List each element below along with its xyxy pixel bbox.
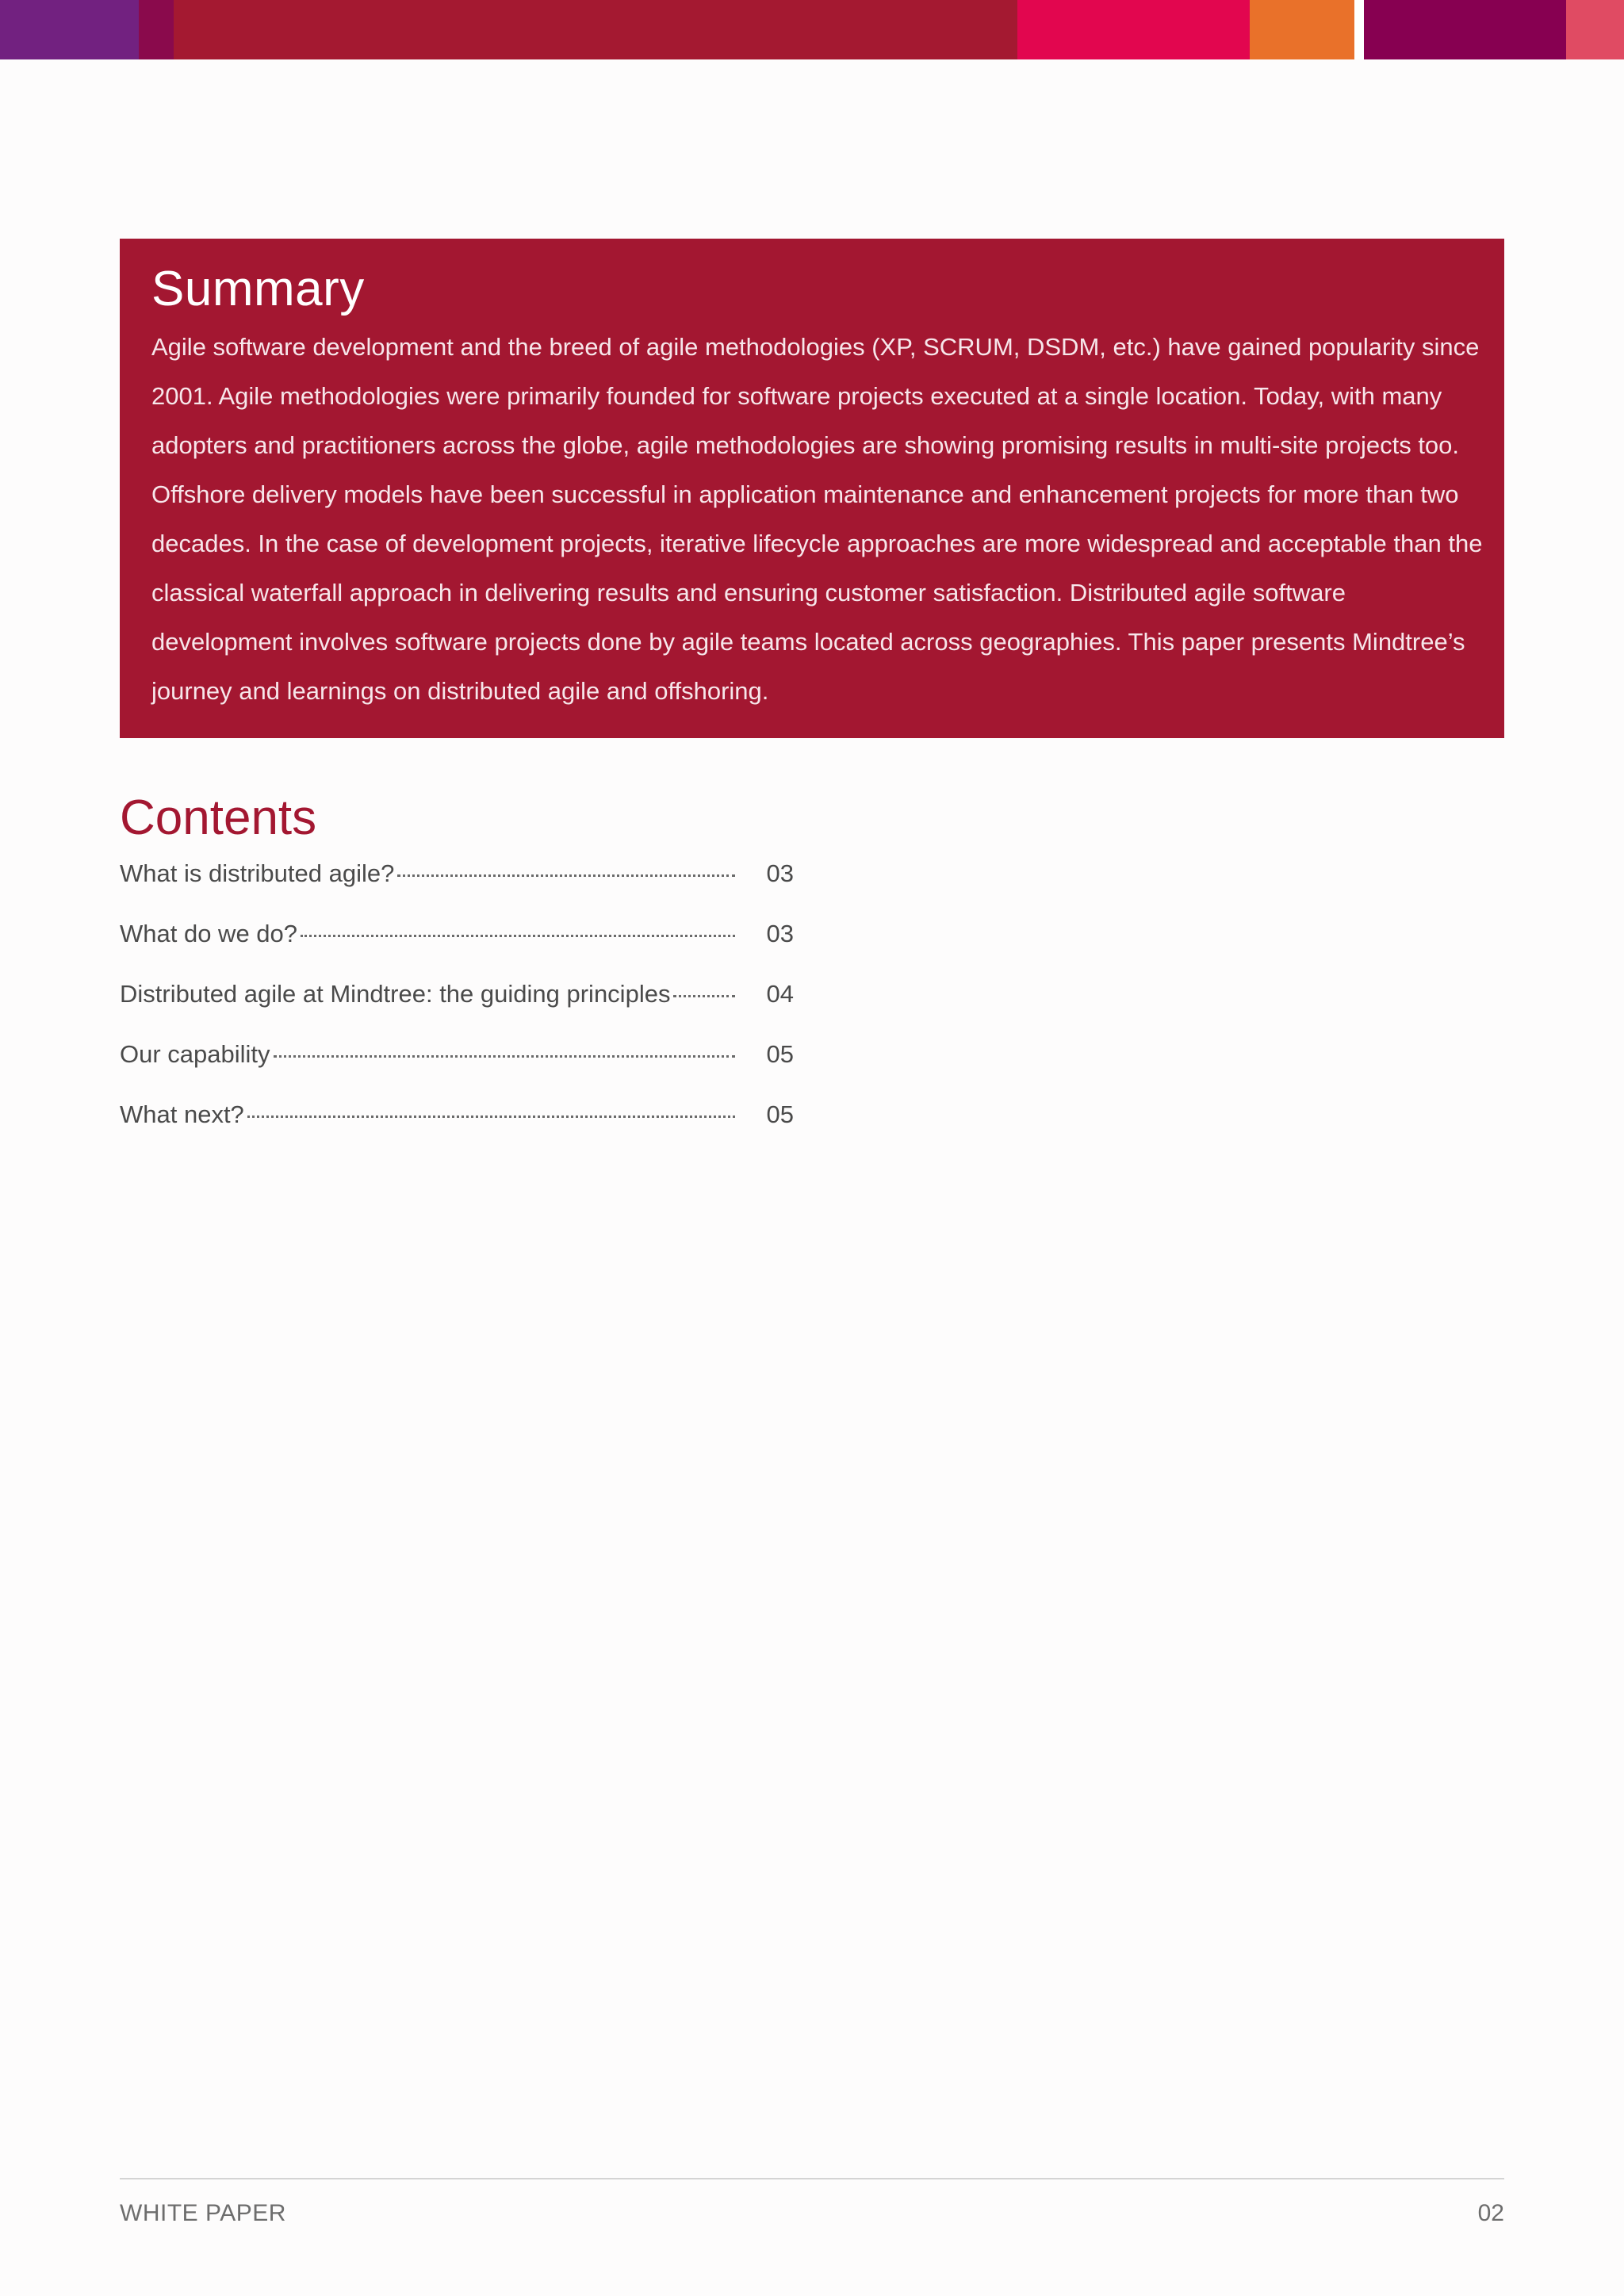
header-color-band: [0, 0, 1624, 59]
summary-box: [120, 239, 1504, 738]
color-band-segment: [1566, 0, 1624, 59]
toc-item-label: What is distributed agile?: [120, 859, 395, 887]
toc-item[interactable]: [120, 859, 794, 920]
color-band-segment: [139, 0, 174, 59]
toc-item[interactable]: [120, 1040, 794, 1100]
footer-label: WHITE PAPER: [120, 2200, 286, 2226]
table-of-contents: [120, 786, 794, 1161]
toc-leader-dots: [274, 1055, 735, 1058]
footer-divider: [120, 2178, 1504, 2179]
toc-item-page: 05: [766, 1100, 794, 1128]
toc-leader-dots: [397, 874, 735, 877]
toc-list: [120, 859, 794, 1161]
toc-item-page: 03: [766, 920, 794, 947]
color-band-segment: [174, 0, 1017, 59]
toc-item-page: 04: [766, 980, 794, 1008]
toc-item-label: Our capability: [120, 1040, 270, 1068]
color-band-gap: [1354, 0, 1364, 59]
toc-item-label: What next?: [120, 1100, 244, 1128]
toc-item[interactable]: [120, 1100, 794, 1161]
color-band-segment: [0, 0, 139, 59]
page-number: 02: [1477, 2200, 1504, 2226]
contents-title: Contents: [120, 790, 317, 845]
toc-leader-dots: [301, 935, 735, 937]
toc-item-page: 03: [766, 859, 794, 887]
color-band-segment: [1017, 0, 1250, 59]
summary-title: Summary: [151, 262, 365, 316]
toc-item-label: What do we do?: [120, 920, 298, 947]
color-band-segment: [1364, 0, 1566, 59]
toc-item[interactable]: [120, 980, 794, 1040]
toc-item-label: Distributed agile at Mindtree: the guiding principles: [120, 980, 671, 1008]
color-band-segment: [1250, 0, 1354, 59]
toc-item-page: 05: [766, 1040, 794, 1068]
toc-leader-dots: [247, 1115, 735, 1118]
summary-text: Agile software development and the breed of agile methodologies (XP, SCRUM, DSDM, etc.) have gained popularity since 2001. Agile methodologies were primarily founded for software projects executed at a single location. Today, with many adopters and practitioners across the globe, agile methodologies are showing promising results in multi-site projects too. Offshore delivery models have been successful in application maintenance and enhancement projects for more than two decades. In the case of development projects, iterative lifecycle approaches are more widespread and acceptable than the classical waterfall approach in delivering results and ensuring customer satisfaction. Distributed agile software development involves software projects done by agile teams located across geographies. This paper presents Mindtree’s journey and learnings on distributed agile and offshoring.: [151, 333, 1483, 705]
toc-item[interactable]: [120, 920, 794, 980]
toc-leader-dots: [673, 995, 735, 997]
